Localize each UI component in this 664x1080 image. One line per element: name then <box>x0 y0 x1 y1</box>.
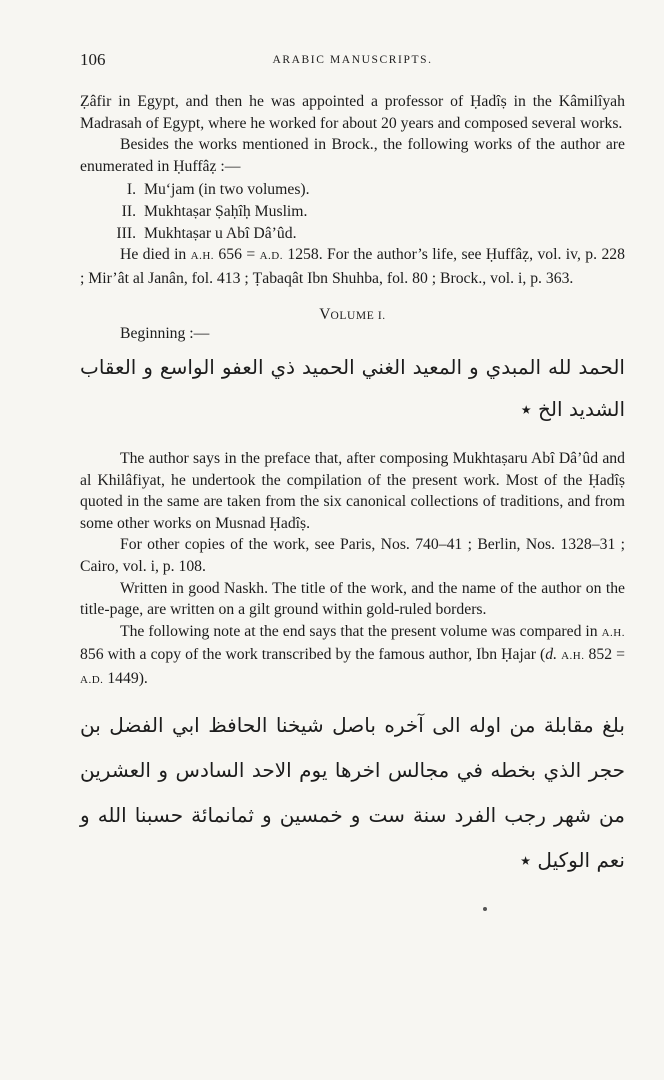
era-ah: A.H. <box>601 626 625 639</box>
era-ad: A.D. <box>259 250 283 263</box>
note-text: The following note at the end says that the present volume was compared in <box>120 622 602 640</box>
era-ad: A.D. <box>80 673 104 686</box>
ink-dot <box>483 907 487 911</box>
death-paragraph <box>80 244 625 289</box>
death-references: 1258. For the author’s life, see Ḥuffâẓ, vol. iv, p. 228 ; Mir’ât al Janân, fol. 413 ; Ṭabaqât Ibn Shuhba, fol. 80 ; Brock., vol. i, p. 363. <box>80 246 625 287</box>
era-ah: A.H. <box>190 250 215 263</box>
page-body <box>80 91 625 883</box>
era-ah: A.H. <box>561 650 585 663</box>
arabic-beginning: الحمد لله المبدي و المعيد الغني الحميد ذي العفو الواسع و العقاب الشديد الخ ٭ <box>80 354 625 421</box>
intro-paragraph: Ẓâfir in Egypt, and then he was appointed a professor of Ḥadîṣ in the Kâmilîyah Madrasah of Egypt, where he worked for about 20 years and composed several works. <box>80 93 625 132</box>
written-paragraph: Written in good Naskh. The title of the work, and the name of the author on the title-page, are written on a gilt ground within gold-ruled borders. <box>80 579 625 619</box>
list-item <box>80 223 625 245</box>
arabic-note: بلغ مقابلة من اوله الى آخره باصل شيخنا الحافظ ابي الفضل بن حجر الذي بخطه في مجالس اخرها يوم الاحد السادس و العشرين من شهر رجب الفرد سنة ست و خمسين و ثمانمائة حسبنا الله و نعم الوكيل ٭ <box>80 713 625 873</box>
note-text-mid: 856 with a copy of the work transcribed by the famous author, Ibn Ḥajar ( <box>80 646 546 664</box>
preface-paragraph: The author says in the preface that, after composing Mukhtaṣaru Abî Dâ’ûd and al Khilâfiyat, he undertook the compilation of the present work. Most of the Ḥadîṣ quoted in the same are taken from the six canonical collections of traditions, and from some other works on Musnad Ḥadîṣ. <box>80 449 625 532</box>
works-intro-paragraph: Besides the works mentioned in Brock., the following works of the author are enumerated in Ḥuffâẓ :— <box>80 136 625 175</box>
list-item-title: Mu‘jam (in two volumes). <box>144 181 310 199</box>
works-list <box>80 179 625 244</box>
volume-heading-initial: V <box>319 306 331 324</box>
list-item <box>80 179 625 201</box>
note-end: 1449). <box>103 669 148 687</box>
copies-paragraph: For other copies of the work, see Paris, Nos. 740–41 ; Berlin, Nos. 1328–31 ; Cairo, vol. i, p. 108. <box>80 536 625 575</box>
list-item-number: I. <box>126 181 136 199</box>
list-item-number: II. <box>121 202 136 220</box>
note-paragraph <box>80 621 625 692</box>
running-head: ARABIC MANUSCRIPTS. <box>272 54 433 66</box>
died-abbrev: d. <box>545 646 558 664</box>
list-item-title: Mukhtaṣar u Abî Dâ’ûd. <box>144 224 297 242</box>
list-item-title: Mukhtaṣar Ṣaḥîḥ Muslim. <box>144 202 308 220</box>
list-item-number: III. <box>116 224 136 242</box>
volume-heading-rest: OLUME I. <box>330 310 386 323</box>
beginning-label: Beginning :— <box>120 325 210 343</box>
note-year: 852 = <box>584 646 625 664</box>
death-year: 656 = <box>214 246 260 264</box>
list-item <box>80 201 625 223</box>
page-number: 106 <box>80 50 106 69</box>
death-text: He died in <box>120 246 191 264</box>
spacer <box>80 430 625 448</box>
page-header <box>80 48 625 72</box>
